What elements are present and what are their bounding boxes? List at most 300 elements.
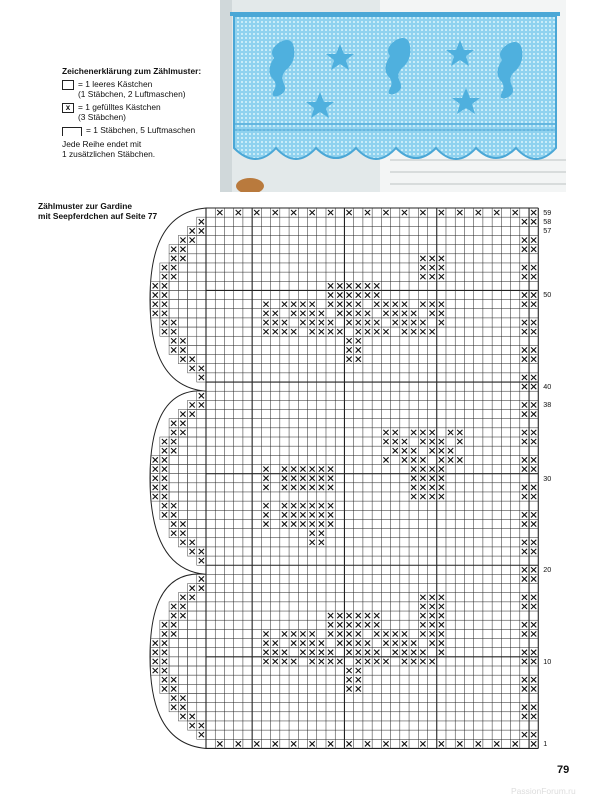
scallop-filled-cell <box>180 412 185 417</box>
scallop-filled-cell <box>153 641 158 646</box>
scallop-cell <box>188 245 197 254</box>
scallop-cell <box>188 657 197 666</box>
filled-cell <box>346 631 351 636</box>
filled-cell <box>420 476 425 481</box>
filled-cell <box>531 430 536 435</box>
scallop-cell <box>197 474 206 483</box>
filled-cell <box>300 503 305 508</box>
scallop-filled-cell <box>162 439 167 444</box>
scallop-filled-cell <box>162 274 167 279</box>
scallop-filled-cell <box>190 549 195 554</box>
filled-cell <box>337 311 342 316</box>
filled-cell <box>494 741 499 746</box>
filled-cell <box>383 430 388 435</box>
filled-cell <box>522 247 527 252</box>
row-number-label: 1 <box>543 739 548 749</box>
filled-cell <box>522 677 527 682</box>
scallop-cell <box>197 327 206 336</box>
scallop-cell <box>178 510 187 519</box>
legend-filled-line-2: (3 Stäbchen) <box>78 112 126 122</box>
filled-cell <box>531 521 536 526</box>
scallop-filled-cell <box>199 402 204 407</box>
filled-cell <box>300 641 305 646</box>
filled-cell <box>420 210 425 215</box>
filled-cell <box>365 622 370 627</box>
scallop-filled-cell <box>162 329 167 334</box>
filled-cell <box>337 302 342 307</box>
filled-cell <box>217 741 222 746</box>
filled-cell <box>402 457 407 462</box>
scallop-filled-cell <box>171 338 176 343</box>
scallop-cell <box>197 648 206 657</box>
filled-cell <box>522 686 527 691</box>
filled-cell <box>291 631 296 636</box>
filled-cell <box>430 302 435 307</box>
scallop-cell <box>197 629 206 638</box>
scallop-edge <box>150 208 206 748</box>
filled-cell <box>522 659 527 664</box>
scallop-filled-cell <box>153 668 158 673</box>
scallop-filled-cell <box>171 421 176 426</box>
filled-cell <box>420 741 425 746</box>
scallop-filled-cell <box>180 357 185 362</box>
filled-cell <box>300 512 305 517</box>
scallop-cell <box>188 693 197 702</box>
scallop-cell <box>188 501 197 510</box>
filled-cell <box>263 476 268 481</box>
filled-cell <box>263 521 268 526</box>
filled-cell <box>439 622 444 627</box>
scallop-filled-cell <box>180 421 185 426</box>
scallop-cell <box>197 318 206 327</box>
filled-cell <box>319 329 324 334</box>
filled-cell <box>411 485 416 490</box>
filled-cell <box>310 521 315 526</box>
scallop-cell <box>197 300 206 309</box>
filled-cell <box>263 329 268 334</box>
scallop-cell <box>197 538 206 547</box>
filled-cell <box>291 311 296 316</box>
filled-cell <box>420 320 425 325</box>
filled-cell <box>337 631 342 636</box>
scallop-cell <box>188 639 197 648</box>
filled-cell <box>393 448 398 453</box>
filled-cell <box>337 641 342 646</box>
filled-cell <box>365 329 370 334</box>
filled-cell <box>420 265 425 270</box>
filled-cell <box>346 668 351 673</box>
filled-cell <box>310 485 315 490</box>
filled-cell <box>282 659 287 664</box>
scallop-cell <box>169 474 178 483</box>
filled-cell <box>531 402 536 407</box>
scallop-cell <box>178 675 187 684</box>
scallop-cell <box>188 620 197 629</box>
scallop-filled-cell <box>162 292 167 297</box>
scallop-cell <box>197 529 206 538</box>
filled-cell <box>402 311 407 316</box>
filled-cell <box>393 641 398 646</box>
scallop-filled-cell <box>162 320 167 325</box>
scallop-cell <box>197 336 206 345</box>
filled-cell <box>393 430 398 435</box>
filled-cell <box>310 503 315 508</box>
scallop-cell <box>197 235 206 244</box>
scallop-cell <box>178 464 187 473</box>
filled-cell <box>346 357 351 362</box>
filled-cell <box>383 457 388 462</box>
scallop-filled-cell <box>180 430 185 435</box>
filled-cell <box>374 613 379 618</box>
filled-cell <box>263 466 268 471</box>
scallop-cell <box>188 272 197 281</box>
scallop-cell <box>178 684 187 693</box>
scallop-cell <box>188 318 197 327</box>
scallop-filled-cell <box>199 549 204 554</box>
scallop-filled-cell <box>180 338 185 343</box>
filled-cell <box>439 604 444 609</box>
scallop-cell <box>197 281 206 290</box>
scallop-cell <box>169 281 178 290</box>
filled-cell <box>457 741 462 746</box>
filled-cell <box>430 311 435 316</box>
filled-cell <box>522 375 527 380</box>
scallop-cell <box>178 639 187 648</box>
scallop-cell <box>197 254 206 263</box>
scallop-cell <box>178 272 187 281</box>
filled-cell <box>439 210 444 215</box>
chart-title-line-2: mit Seepferdchen auf Seite 77 <box>38 211 158 221</box>
scallop-filled-cell <box>153 659 158 664</box>
scallop-filled-cell <box>171 604 176 609</box>
scallop-filled-cell <box>171 430 176 435</box>
filled-cell <box>356 329 361 334</box>
filled-cell <box>448 457 453 462</box>
filled-cell <box>420 631 425 636</box>
filled-cell <box>328 329 333 334</box>
filled-cell <box>531 219 536 224</box>
filled-cell <box>439 274 444 279</box>
scallop-filled-cell <box>199 228 204 233</box>
scallop-filled-cell <box>171 631 176 636</box>
filled-cell <box>383 439 388 444</box>
scallop-cell <box>188 254 197 263</box>
scallop-cell <box>188 345 197 354</box>
legend-note-line-1: Jede Reihe endet mit <box>62 139 142 149</box>
filled-cell <box>411 329 416 334</box>
filled-cell <box>319 476 324 481</box>
legend-note-line-2: 1 zusätzlichen Stäbchen. <box>62 149 156 159</box>
scallop-filled-cell <box>162 476 167 481</box>
filled-cell <box>374 283 379 288</box>
scallop-filled-cell <box>180 247 185 252</box>
scallop-cell <box>197 428 206 437</box>
filled-cell <box>328 476 333 481</box>
filled-cell <box>531 384 536 389</box>
scallop-cell <box>197 272 206 281</box>
filled-cell <box>420 439 425 444</box>
filled-cell <box>300 650 305 655</box>
filled-cell <box>420 650 425 655</box>
filled-cell <box>430 604 435 609</box>
chart-outline <box>150 208 206 748</box>
scallop-filled-cell <box>199 576 204 581</box>
filled-cell <box>402 439 407 444</box>
scallop-cell <box>178 492 187 501</box>
scallop-filled-cell <box>180 714 185 719</box>
filled-cell <box>430 659 435 664</box>
filled-cell <box>356 677 361 682</box>
scallop-cell <box>188 419 197 428</box>
scallop-filled-cell <box>162 494 167 499</box>
scallop-filled-cell <box>162 265 167 270</box>
filled-cell <box>430 448 435 453</box>
filled-cell <box>393 302 398 307</box>
filled-cell <box>430 622 435 627</box>
scallop-filled-cell <box>180 595 185 600</box>
filled-cell <box>273 641 278 646</box>
scallop-filled-cell <box>190 228 195 233</box>
filled-cell <box>236 741 241 746</box>
filled-cell <box>365 741 370 746</box>
filled-cell <box>402 448 407 453</box>
scallop-cell <box>178 300 187 309</box>
filled-cell <box>328 320 333 325</box>
filled-cell <box>282 302 287 307</box>
filled-cell <box>439 448 444 453</box>
filled-cell <box>531 631 536 636</box>
scallop-cell <box>178 327 187 336</box>
scallop-cell <box>178 309 187 318</box>
filled-cell <box>522 604 527 609</box>
scallop-cell <box>169 639 178 648</box>
filled-cell <box>282 631 287 636</box>
filled-cell <box>337 283 342 288</box>
scallop-cell <box>188 519 197 528</box>
scallop-cell <box>197 602 206 611</box>
scallop-cell <box>197 703 206 712</box>
filled-cell <box>402 631 407 636</box>
scallop-cell <box>169 648 178 657</box>
scallop-cell <box>169 483 178 492</box>
filled-cell <box>430 274 435 279</box>
filled-cell <box>383 659 388 664</box>
filled-cell <box>319 650 324 655</box>
filled-cell <box>531 512 536 517</box>
scallop-cell <box>169 290 178 299</box>
scallop-filled-cell <box>199 732 204 737</box>
filled-cell <box>282 329 287 334</box>
filled-cell <box>273 659 278 664</box>
scallop-filled-cell <box>171 695 176 700</box>
row-number-label: 40 <box>543 382 552 392</box>
filled-cell <box>448 448 453 453</box>
scallop-filled-cell <box>180 521 185 526</box>
scallop-cell <box>188 529 197 538</box>
filled-cell <box>374 320 379 325</box>
filled-cell <box>531 302 536 307</box>
filled-cell <box>365 641 370 646</box>
filled-cell <box>420 256 425 261</box>
filled-cell <box>328 512 333 517</box>
filled-cell <box>356 613 361 618</box>
filled-cell <box>531 485 536 490</box>
filled-cell <box>346 283 351 288</box>
scallop-filled-cell <box>171 622 176 627</box>
filled-cell <box>439 265 444 270</box>
filled-cell <box>383 302 388 307</box>
filled-cell <box>430 485 435 490</box>
filled-cell <box>328 650 333 655</box>
filled-cell <box>319 531 324 536</box>
filled-cell <box>263 503 268 508</box>
filled-cell <box>522 494 527 499</box>
filled-cell <box>439 650 444 655</box>
filled-cell <box>531 604 536 609</box>
filled-cell <box>430 476 435 481</box>
filled-cell <box>439 476 444 481</box>
filled-cell <box>531 247 536 252</box>
scallop-filled-cell <box>162 686 167 691</box>
scallop-cell <box>188 611 197 620</box>
filled-cell <box>328 631 333 636</box>
row-number-label: 30 <box>543 473 552 483</box>
filled-cell <box>402 641 407 646</box>
scallop-filled-cell <box>162 677 167 682</box>
scallop-filled-cell <box>153 457 158 462</box>
scallop-cell <box>178 666 187 675</box>
filled-cell <box>337 622 342 627</box>
filled-cell <box>430 430 435 435</box>
scallop-cell <box>197 464 206 473</box>
filled-cell <box>402 210 407 215</box>
filled-cell <box>522 567 527 572</box>
filled-cell <box>263 641 268 646</box>
filled-cell <box>531 595 536 600</box>
filled-cell <box>430 641 435 646</box>
scallop-filled-cell <box>180 347 185 352</box>
row-number-label: 10 <box>543 656 552 666</box>
filled-cell <box>328 302 333 307</box>
filled-cell <box>476 210 481 215</box>
scallop-cell <box>197 639 206 648</box>
filled-cell <box>457 210 462 215</box>
scallop-cell <box>169 666 178 675</box>
filled-cell <box>328 503 333 508</box>
filled-cell <box>522 512 527 517</box>
filled-cell <box>328 466 333 471</box>
filled-cell <box>531 732 536 737</box>
scallop-filled-cell <box>199 219 204 224</box>
filled-cell <box>319 521 324 526</box>
scallop-filled-cell <box>190 402 195 407</box>
filled-cell <box>356 631 361 636</box>
filled-cell <box>273 210 278 215</box>
filled-cell <box>522 457 527 462</box>
legend-empty-line-1: = 1 leeres Kästchen <box>78 79 153 89</box>
filled-cell <box>411 448 416 453</box>
filled-cell <box>310 476 315 481</box>
filled-cell <box>310 320 315 325</box>
scallop-filled-cell <box>199 586 204 591</box>
filled-cell <box>531 622 536 627</box>
filled-cell <box>282 512 287 517</box>
filled-cell <box>346 641 351 646</box>
filled-cell <box>346 338 351 343</box>
filled-cell <box>273 650 278 655</box>
filled-cell <box>531 650 536 655</box>
scallop-cell <box>197 666 206 675</box>
filled-cell <box>374 622 379 627</box>
scallop-filled-cell <box>180 705 185 710</box>
scallop-cell <box>188 648 197 657</box>
scallop-cell <box>197 309 206 318</box>
filled-cell <box>346 650 351 655</box>
filled-cell <box>328 283 333 288</box>
scallop-filled-cell <box>190 412 195 417</box>
row-number-label: 38 <box>543 400 552 410</box>
filled-cell <box>291 659 296 664</box>
scallop-cell <box>178 437 187 446</box>
scallop-filled-cell <box>180 604 185 609</box>
filled-cell <box>420 485 425 490</box>
filled-cell <box>346 622 351 627</box>
filled-cell <box>522 595 527 600</box>
filled-cell <box>300 311 305 316</box>
scallop-filled-cell <box>153 283 158 288</box>
scallop-filled-cell <box>180 531 185 536</box>
filled-cell <box>522 412 527 417</box>
filled-cell <box>300 466 305 471</box>
filled-cell <box>393 439 398 444</box>
row-number-label: 50 <box>543 290 552 300</box>
filled-cell <box>374 659 379 664</box>
filled-cell <box>273 311 278 316</box>
filled-cell <box>522 329 527 334</box>
scallop-cell <box>197 684 206 693</box>
filled-cell <box>300 631 305 636</box>
scallop-filled-cell <box>171 329 176 334</box>
filled-cell <box>310 659 315 664</box>
filled-cell <box>531 576 536 581</box>
filled-cell <box>531 412 536 417</box>
filled-cell <box>402 320 407 325</box>
filled-cell <box>411 659 416 664</box>
scallop-filled-cell <box>153 485 158 490</box>
filled-cell <box>522 384 527 389</box>
scallop-cell <box>188 300 197 309</box>
scallop-filled-cell <box>153 311 158 316</box>
filled-cell <box>439 741 444 746</box>
filled-cell <box>457 439 462 444</box>
filled-cell <box>494 210 499 215</box>
scallop-filled-cell <box>171 503 176 508</box>
filled-cell <box>356 283 361 288</box>
scallop-cell <box>188 309 197 318</box>
scallop-cell <box>178 648 187 657</box>
scallop-cell <box>178 629 187 638</box>
filled-cell <box>420 604 425 609</box>
scallop-cell <box>188 492 197 501</box>
filled-cell <box>531 714 536 719</box>
scallop-cell <box>178 281 187 290</box>
filled-cell <box>282 320 287 325</box>
filled-cell <box>263 485 268 490</box>
filled-cell <box>328 659 333 664</box>
scallop-cell <box>197 483 206 492</box>
filled-cell <box>411 641 416 646</box>
scallop-filled-cell <box>171 686 176 691</box>
